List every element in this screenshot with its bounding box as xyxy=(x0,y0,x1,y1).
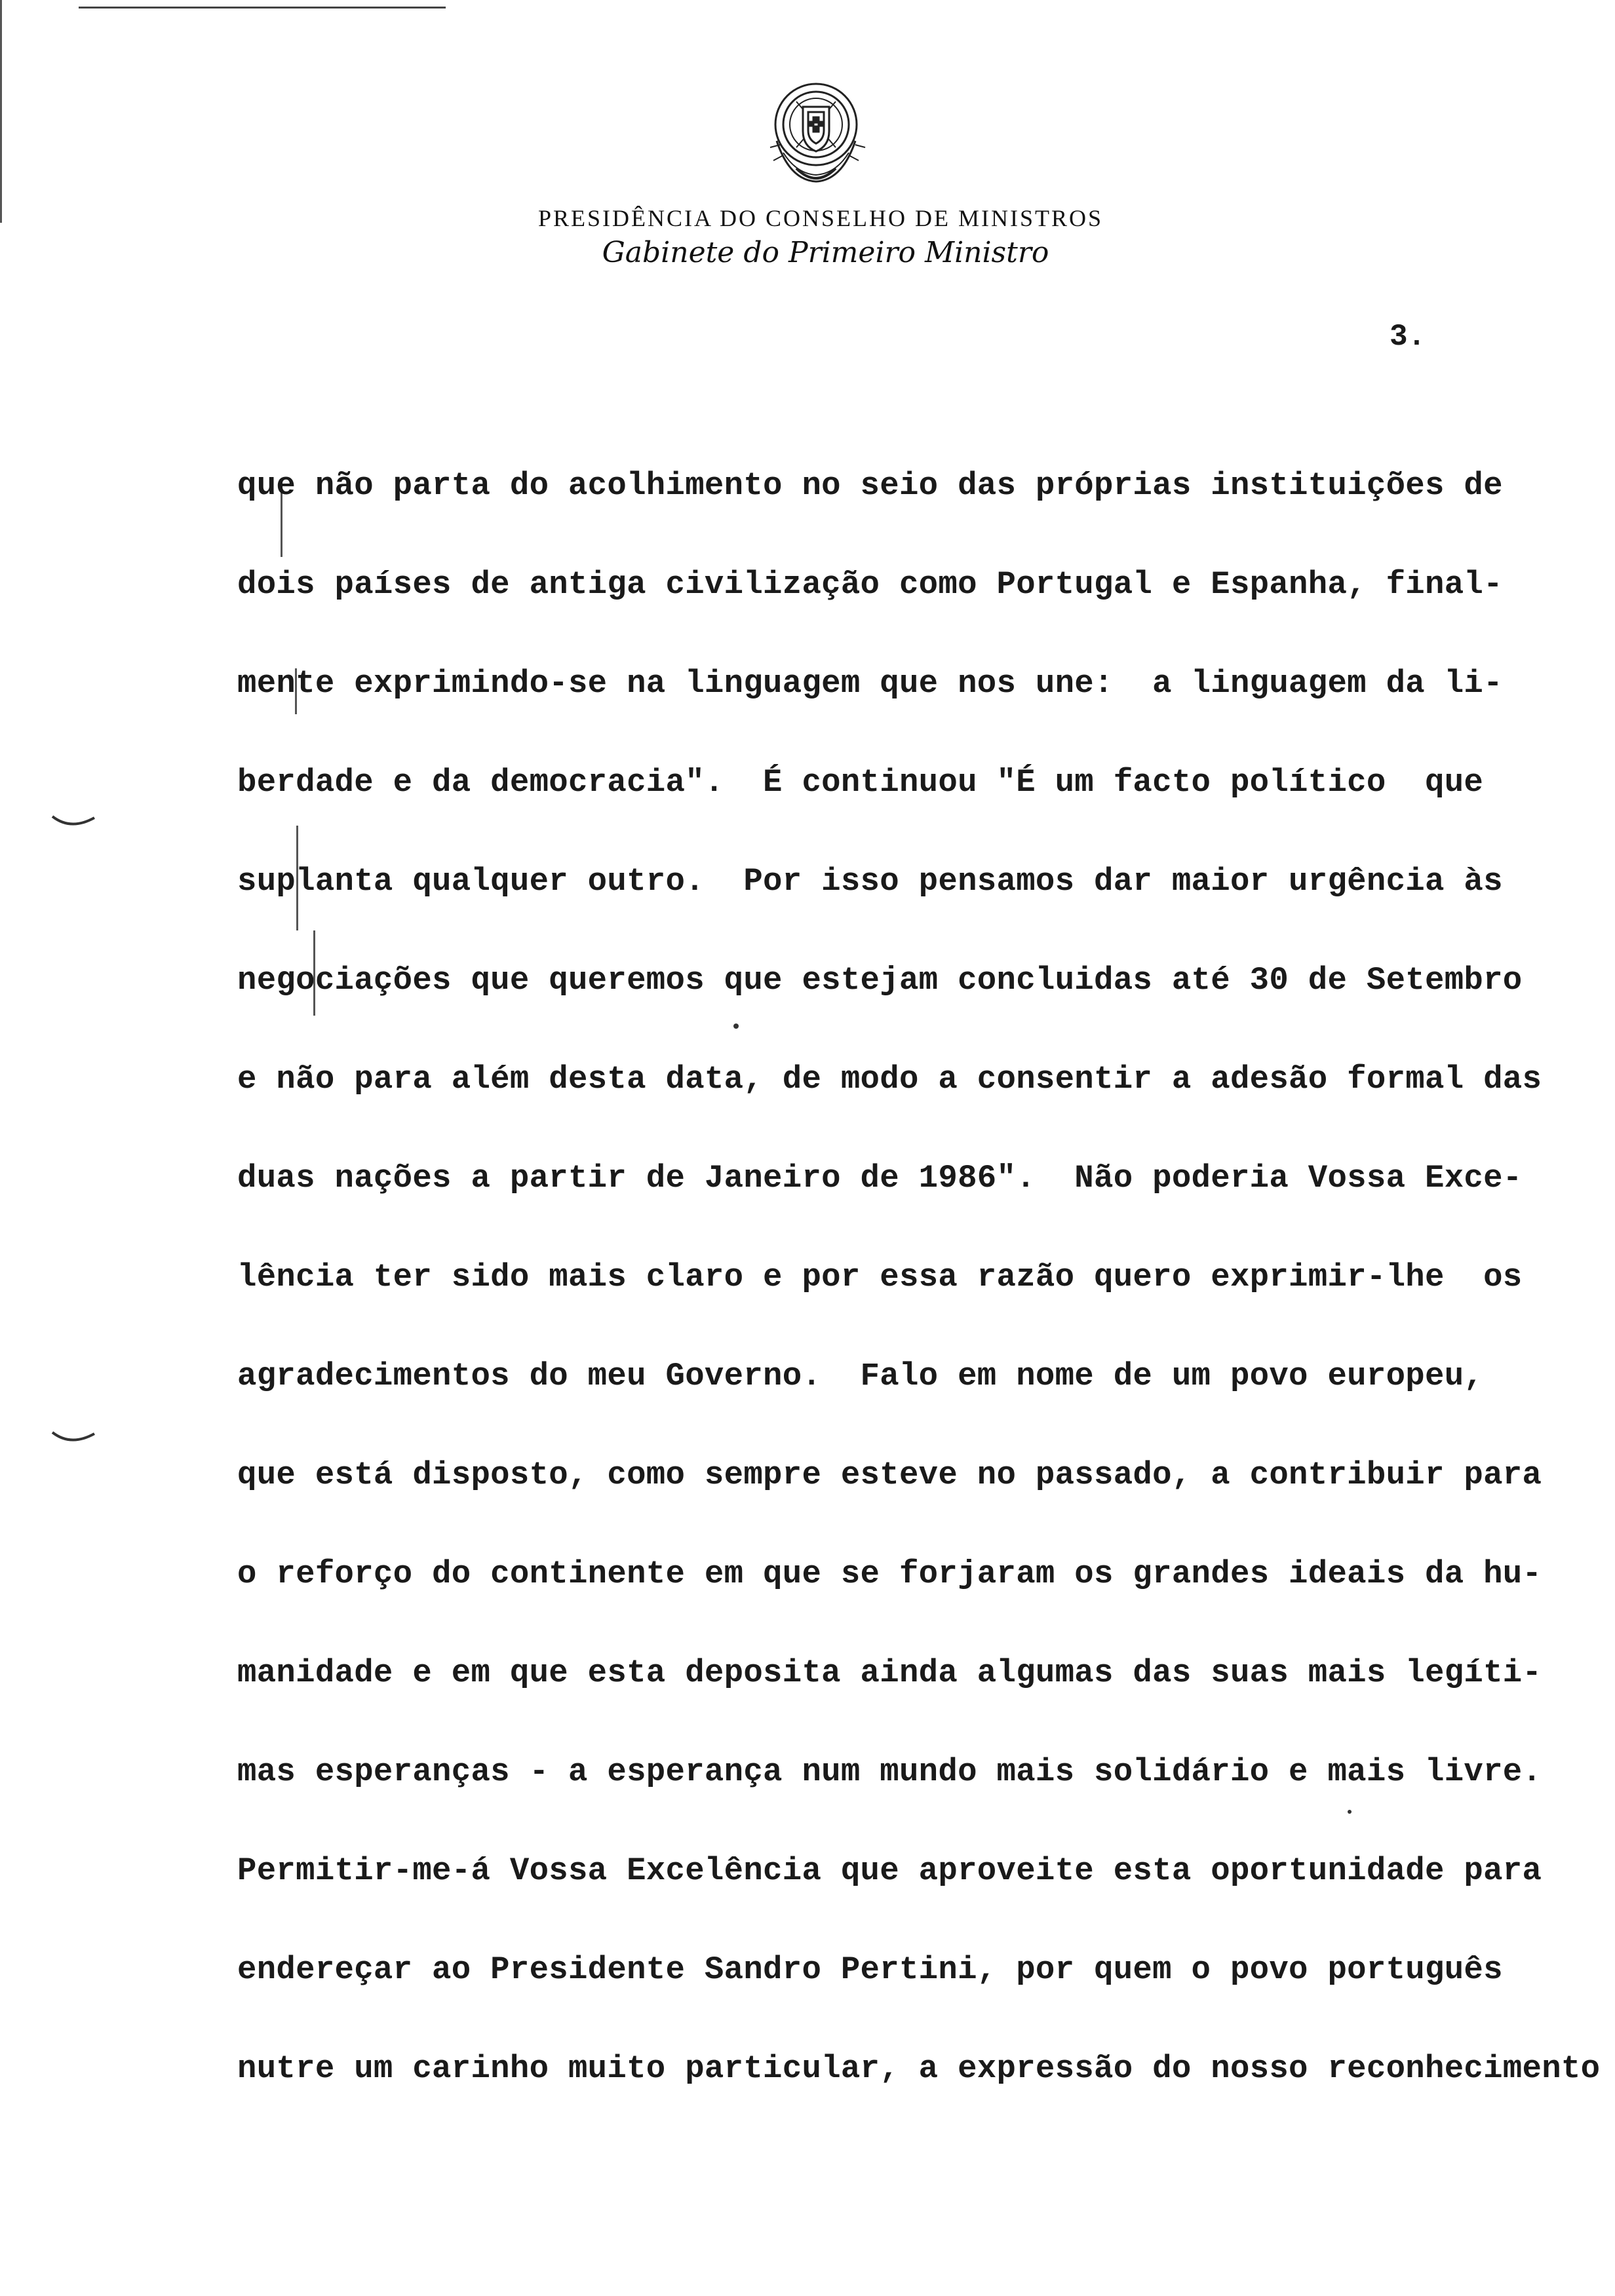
text-line: endereçar ao Presidente Sandro Pertini, por quem o povo português xyxy=(237,1951,1503,1988)
ministry-title: PRESIDÊNCIA DO CONSELHO DE MINISTROS xyxy=(537,205,1104,231)
text-line: e não para além desta data, de modo a consentir a adesão formal das xyxy=(237,1061,1542,1098)
text-line: que não parta do acolhimento no seio das próprias instituições de xyxy=(237,467,1503,504)
margin-mark-upper xyxy=(51,813,97,832)
cabinet-subtitle: Gabinete do Primeiro Ministro xyxy=(602,236,1049,269)
letter-body xyxy=(237,463,1615,2145)
text-line: agradecimentos do meu Governo. Falo em nome de um povo europeu, xyxy=(237,1358,1484,1394)
text-line: suplanta qualquer outro. Por isso pensamos dar maior urgência às xyxy=(237,863,1503,900)
text-line: mas esperanças - a esperança num mundo mais solidário e mais livre. xyxy=(237,1753,1542,1790)
text-line: manidade e em que esta deposita ainda algumas das suas mais legíti- xyxy=(237,1655,1542,1691)
text-line: o reforço do continente em que se forjaram os grandes ideais da hu- xyxy=(237,1556,1542,1592)
text-line: mente exprimindo-se na linguagem que nos une: a linguagem da li- xyxy=(237,665,1503,702)
text-line: dois países de antiga civilização como Portugal e Espanha, final- xyxy=(237,566,1503,603)
text-line: que está disposto, como sempre esteve no passado, a contribuir para xyxy=(237,1457,1542,1493)
text-line: lência ter sido mais claro e por essa razão quero exprimir-lhe os xyxy=(237,1259,1523,1295)
scan-top-line xyxy=(79,7,446,9)
text-line: berdade e da democracia". É continuou "É um facto político que xyxy=(237,764,1484,801)
text-line: nutre um carinho muito particular, a expressão do nosso reconhecimento xyxy=(237,2050,1601,2087)
text-line: negociações que queremos que estejam concluidas até 30 de Setembro xyxy=(237,962,1523,999)
portuguese-coat-of-arms-icon xyxy=(757,62,875,193)
text-line: Permitir-me-á Vossa Excelência que aproveite esta oportunidade para xyxy=(237,1852,1542,1889)
scan-left-edge xyxy=(0,0,6,223)
page-number: 3. xyxy=(1390,320,1426,354)
text-line: duas nações a partir de Janeiro de 1986". Não poderia Vossa Exce- xyxy=(237,1160,1523,1196)
margin-mark-lower xyxy=(51,1428,97,1448)
